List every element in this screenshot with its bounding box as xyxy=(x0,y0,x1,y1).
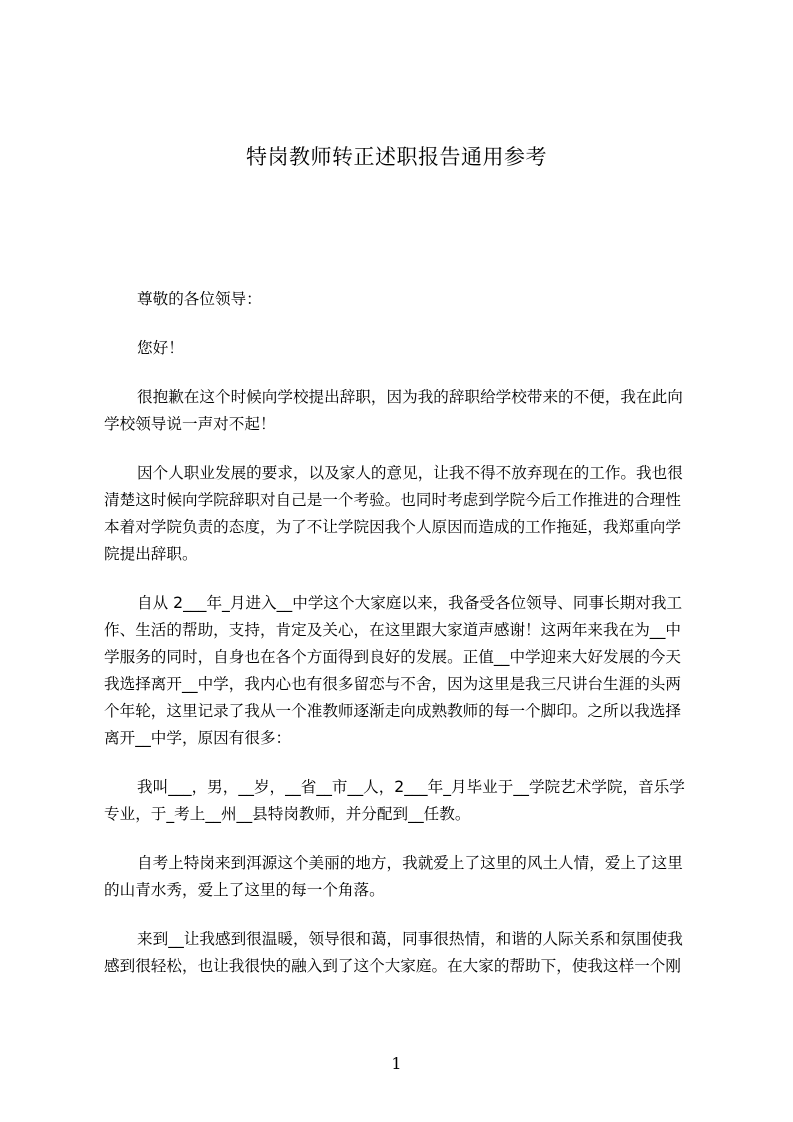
document-title: 特岗教师转正述职报告通用参考 xyxy=(246,145,547,169)
paragraph-line: 作、生活的帮助，支持，肯定及关心，在这里跟大家道声感谢！这两年来我在为__中 xyxy=(104,621,681,639)
paragraph-line: 自从 2___年_月进入__中学这个大家庭以来，我备受各位领导、同事长期对我工 xyxy=(137,594,683,612)
paragraph-warmth xyxy=(104,926,700,980)
paragraph-line: 因个人职业发展的要求，以及家人的意见，让我不得不放弃现在的工作。我也很 xyxy=(137,464,683,482)
paragraph-greeting xyxy=(104,335,700,362)
paragraph-line: 自考上特岗来到洱源这个美丽的地方，我就爱上了这里的风土人情，爱上了这里 xyxy=(137,854,683,872)
paragraph-line: 感到很轻松，也让我很快的融入到了这个大家庭。在大家的帮助下，使我这样一个刚 xyxy=(104,957,681,975)
paragraph-line: 很抱歉在这个时候向学校提出辞职，因为我的辞职给学校带来的不便，我在此向 xyxy=(137,388,683,406)
paragraph-apology xyxy=(104,384,700,438)
paragraph-line: 学服务的同时，自身也在各个方面得到良好的发展。正值__中学迎来大好发展的今天 xyxy=(104,648,681,666)
document-body xyxy=(104,286,700,1002)
paragraph-line: 专业，于_考上__州__县特岗教师，并分配到__任教。 xyxy=(104,805,471,823)
paragraph-salutation xyxy=(104,286,700,313)
paragraph-intro xyxy=(104,774,700,828)
paragraph-place xyxy=(104,850,700,904)
paragraph-line: 的山青水秀，爱上了这里的每一个角落。 xyxy=(104,881,385,899)
paragraph-line: 我叫___，男，__岁，__省__市__人，2___年_月毕业于__学院艺术学院，音乐学 xyxy=(137,778,685,796)
paragraph-line: 尊敬的各位领导： xyxy=(137,290,262,308)
paragraph-line: 您好！ xyxy=(137,339,184,357)
paragraph-line: 离开__中学，原因有很多： xyxy=(104,729,292,747)
paragraph-line: 清楚这时候向学院辞职对自己是一个考验。也同时考虑到学院今后工作推进的合理性 xyxy=(104,491,681,509)
paragraph-reason xyxy=(104,460,700,568)
paragraph-line: 学校领导说一声对不起！ xyxy=(104,415,276,433)
page-number: 1 xyxy=(391,1054,402,1073)
paragraph-line: 院提出辞职。 xyxy=(104,545,198,563)
paragraph-line: 我选择离开__中学，我内心也有很多留恋与不舍，因为这里是我三尺讲台生涯的头两 xyxy=(104,675,681,693)
paragraph-line: 来到__让我感到很温暖，领导很和蔼，同事很热情，和谐的人际关系和氛围使我 xyxy=(137,930,683,948)
paragraph-line: 本着对学院负责的态度，为了不让学院因我个人原因而造成的工作拖延，我郑重向学 xyxy=(104,518,681,536)
paragraph-history xyxy=(104,590,700,752)
paragraph-line: 个年轮，这里记录了我从一个准教师逐渐走向成熟教师的每一个脚印。之所以我选择 xyxy=(104,702,681,720)
